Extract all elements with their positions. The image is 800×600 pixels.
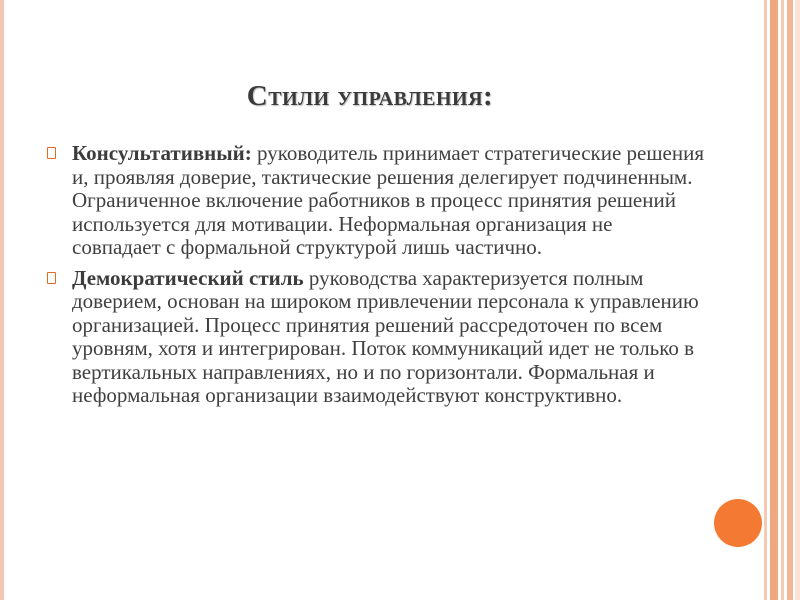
right-decorative-stripe [764,0,767,600]
right-decorative-stripe [787,0,793,600]
bullet-item-democratic [44,267,704,408]
bullet-term: Консультативный: [72,141,252,165]
bullet-list [44,142,704,415]
right-decorative-stripe [795,0,800,600]
bullet-text: руководитель принимает стратегические решения и, проявляя доверие, тактические решения делегирует подчиненным. Ограниченное включение работников в процесс принятия решений используется для мотивации. Неформальная организация не совпадает с формальной структурой лишь частично. [72,141,705,259]
bullet-text: руководства характеризуется полным доверием, основан на широком привлечении персонала к управлению организацией. Процесс принятия решений рассредоточен по всем уровням, хотя и интегрирован. Поток коммуникаций идет не только в вертикальных направлениях, но и по горизонтали. Формальная и неформальная организации взаимодействуют конструктивно. [72,265,699,407]
right-decorative-stripe [770,0,778,600]
decorative-circle [714,499,762,547]
right-decorative-stripe [781,0,784,600]
bullet-square-icon [47,272,56,284]
slide-title: Стили управления: [246,80,494,112]
bullet-item-consultative [44,142,704,260]
bullet-square-icon [47,147,56,159]
bullet-term: Демократический стиль [72,265,304,290]
